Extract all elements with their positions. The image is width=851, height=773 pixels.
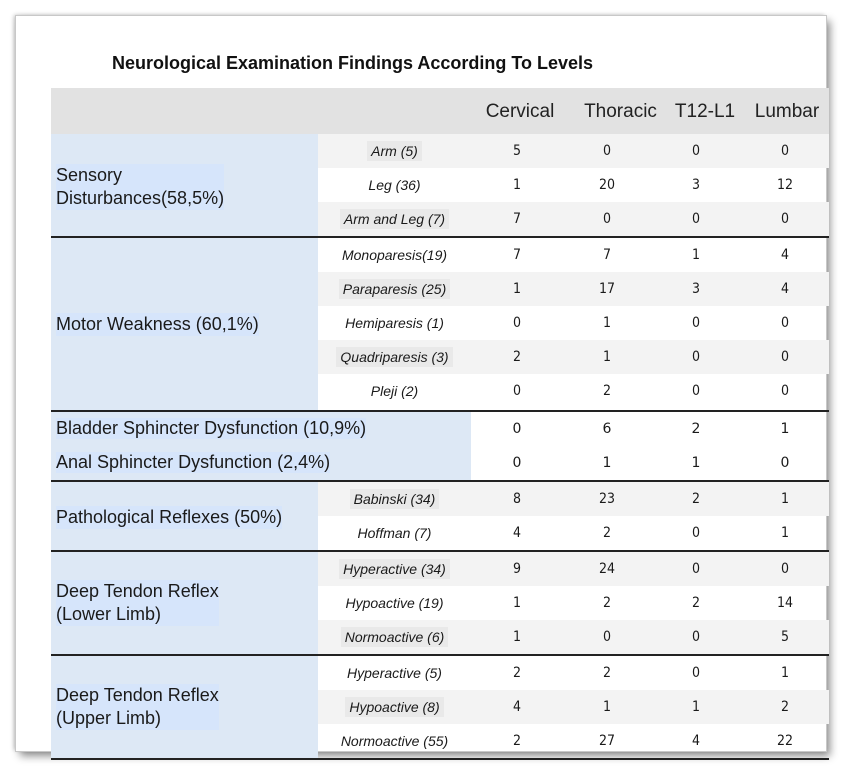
value-lumbar: 4: [780, 281, 789, 297]
value-lumbar: 0: [780, 383, 789, 399]
category-cell: [51, 412, 471, 446]
value-cervical: 4: [512, 525, 521, 541]
value-cervical: 0: [512, 455, 522, 471]
category-label-line: Pathological Reflexes (50%): [56, 507, 283, 527]
value-thoracic: 7: [602, 247, 611, 263]
table-row: [318, 134, 829, 168]
table-row: [51, 412, 829, 446]
table-row: [318, 586, 829, 620]
value-cervical: 0: [512, 421, 522, 437]
value-cervical: 1: [512, 281, 521, 297]
value-cervical: 1: [512, 629, 521, 645]
value-lumbar: 1: [780, 525, 789, 541]
value-t12-l1: 0: [691, 211, 700, 227]
value-t12-l1: 1: [691, 699, 700, 715]
category-cell: [51, 446, 471, 480]
table-row: [51, 446, 829, 480]
value-lumbar: 0: [780, 315, 789, 331]
value-t12-l1: 0: [691, 315, 700, 331]
category-label-line: Motor Weakness (60,1%): [56, 314, 259, 334]
value-t12-l1: 0: [691, 561, 700, 577]
value-lumbar: 12: [776, 177, 794, 193]
category-label-line: (Lower Limb): [56, 604, 162, 624]
value-thoracic: 0: [602, 211, 611, 227]
table-row: [318, 272, 829, 306]
value-thoracic: 27: [598, 733, 616, 749]
value-cervical: 2: [512, 349, 521, 365]
table-row: [318, 516, 829, 550]
subcategory-label: Hypoactive (19): [345, 595, 444, 611]
value-t12-l1: 3: [691, 177, 700, 193]
group-motor-weakness: [51, 238, 829, 412]
value-thoracic: 2: [602, 595, 611, 611]
value-lumbar: 0: [780, 561, 789, 577]
category-label: Bladder Sphincter Dysfunction (10,9%): [56, 418, 367, 438]
value-thoracic: 1: [602, 455, 612, 471]
subcategory-label: Arm and Leg (7): [318, 211, 471, 227]
category-label-line: (Upper Limb): [56, 708, 162, 728]
group-sensory-disturbances: [51, 134, 829, 238]
value-thoracic: 0: [602, 143, 611, 159]
table-title: Neurological Examination Findings According To Levels: [112, 53, 594, 73]
subcategory-label: Paraparesis (25): [318, 281, 471, 297]
subcategory-label: Hemiparesis (1): [345, 315, 444, 331]
value-t12-l1: 2: [691, 595, 700, 611]
value-t12-l1: 2: [691, 421, 701, 437]
value-thoracic: 24: [598, 561, 616, 577]
table-row: [318, 340, 829, 374]
group-deep-tendon-reflex-upper: [51, 656, 829, 760]
value-thoracic: 6: [602, 421, 612, 437]
category-label-line: Deep Tendon Reflex: [56, 581, 219, 601]
table-header: [51, 88, 829, 134]
value-t12-l1: 0: [691, 383, 700, 399]
column-header-t12-l1: T12-L1: [674, 101, 736, 122]
subcategory-label: Hyperactive (5): [347, 665, 442, 681]
value-lumbar: 4: [780, 247, 789, 263]
table-row: [318, 202, 829, 236]
column-header-lumbar: Lumbar: [754, 101, 820, 122]
subcategory-label: Monoparesis(19): [341, 247, 448, 263]
value-lumbar: 22: [776, 733, 794, 749]
subcategory-label: Leg (36): [368, 177, 421, 193]
subcategory-label: Pleji (2): [370, 383, 419, 399]
value-lumbar: 0: [780, 455, 790, 471]
value-thoracic: 1: [602, 699, 611, 715]
value-cervical: 4: [512, 699, 521, 715]
value-thoracic: 20: [598, 177, 616, 193]
category-label-line: Deep Tendon Reflex: [56, 685, 219, 705]
table-row: [318, 306, 829, 340]
table-row: [318, 238, 829, 272]
value-lumbar: 1: [780, 421, 790, 437]
value-thoracic: 2: [602, 525, 611, 541]
value-cervical: 2: [512, 733, 521, 749]
group-sphincter-dysfunction: [51, 412, 829, 482]
value-cervical: 1: [512, 595, 521, 611]
value-cervical: 8: [512, 491, 521, 507]
category-label: Anal Sphincter Dysfunction (2,4%): [56, 452, 331, 472]
table-row: [318, 724, 829, 758]
value-lumbar: 1: [780, 665, 789, 681]
table-row: [318, 690, 829, 724]
value-cervical: 0: [512, 383, 521, 399]
value-cervical: 9: [512, 561, 521, 577]
table-card: [16, 16, 826, 751]
value-t12-l1: 0: [691, 629, 700, 645]
value-cervical: 1: [512, 177, 521, 193]
value-t12-l1: 1: [691, 455, 701, 471]
value-thoracic: 0: [602, 629, 611, 645]
subcategory-label: Quadriparesis (3): [318, 349, 471, 365]
category-label: [56, 684, 219, 730]
column-header-cervical: Cervical: [485, 101, 555, 122]
value-t12-l1: 3: [691, 281, 700, 297]
group-pathological-reflexes: [51, 482, 829, 552]
value-t12-l1: 0: [691, 349, 700, 365]
subcategory-label: Hypoactive (8): [318, 699, 471, 715]
value-lumbar: 0: [780, 211, 789, 227]
value-thoracic: 1: [602, 349, 611, 365]
table-row: [318, 482, 829, 516]
category-label: [56, 506, 282, 529]
subcategory-label: Hyperactive (34): [318, 561, 471, 577]
table-row: [318, 374, 829, 408]
value-thoracic: 23: [598, 491, 616, 507]
value-thoracic: 17: [598, 281, 616, 297]
value-lumbar: 2: [780, 699, 789, 715]
table-row: [318, 552, 829, 586]
value-thoracic: 1: [602, 315, 611, 331]
value-lumbar: 0: [780, 349, 789, 365]
value-t12-l1: 0: [691, 665, 700, 681]
value-t12-l1: 1: [691, 247, 700, 263]
value-thoracic: 2: [602, 383, 611, 399]
value-cervical: 7: [512, 247, 521, 263]
table-row: [318, 168, 829, 202]
value-t12-l1: 0: [691, 525, 700, 541]
value-t12-l1: 2: [691, 491, 700, 507]
value-lumbar: 0: [780, 143, 789, 159]
category-label-line: Sensory: [56, 165, 123, 185]
category-label: [56, 164, 224, 210]
value-t12-l1: 4: [691, 733, 700, 749]
category-label: [56, 313, 259, 336]
table-row: [318, 656, 829, 690]
subcategory-label: Normoactive (6): [318, 629, 471, 645]
value-cervical: 0: [512, 315, 521, 331]
value-lumbar: 14: [776, 595, 794, 611]
value-cervical: 7: [512, 211, 521, 227]
table-row: [318, 620, 829, 654]
group-divider: [51, 758, 829, 760]
subcategory-label: Hoffman (7): [357, 525, 432, 541]
value-thoracic: 2: [602, 665, 611, 681]
subcategory-label: Babinski (34): [318, 491, 471, 507]
value-t12-l1: 0: [691, 143, 700, 159]
value-cervical: 5: [512, 143, 521, 159]
subcategory-label: Arm (5): [318, 143, 471, 159]
value-lumbar: 5: [780, 629, 789, 645]
subcategory-label: Normoactive (55): [340, 733, 449, 749]
value-lumbar: 1: [780, 491, 789, 507]
value-cervical: 2: [512, 665, 521, 681]
column-header-thoracic: Thoracic: [584, 101, 657, 122]
category-label-line: Disturbances(58,5%): [56, 188, 225, 208]
category-label: [56, 580, 219, 626]
group-deep-tendon-reflex-lower: [51, 552, 829, 656]
